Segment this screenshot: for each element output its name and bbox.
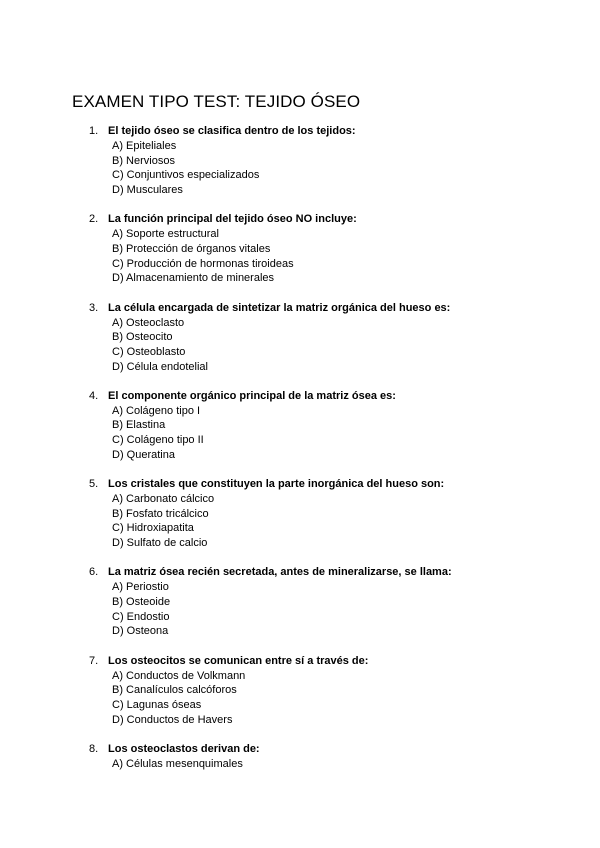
answer-option: A) Periostio: [112, 581, 169, 594]
question-number: 6.: [89, 566, 99, 579]
answer-option: C) Endostio: [112, 610, 170, 623]
answer-options: [0, 757, 600, 772]
page-title: EXAMEN TIPO TEST: TEJIDO ÓSEO: [72, 92, 361, 111]
question-block: [0, 565, 600, 639]
answer-option: A) Células mesenquimales: [112, 757, 243, 770]
question-number: 7.: [89, 654, 99, 667]
question-block: [0, 477, 600, 551]
answer-option: C) Conjuntivos especializados: [112, 169, 260, 182]
answer-option: B) Fosfato tricálcico: [112, 507, 209, 520]
answer-option: A) Osteoclasto: [112, 316, 185, 329]
question-list: [0, 124, 600, 786]
answer-option: B) Osteocito: [112, 331, 173, 344]
question-number: 8.: [89, 742, 99, 755]
answer-option: D) Conductos de Havers: [112, 713, 233, 726]
answer-option: D) Queratina: [112, 448, 175, 461]
question-line: [0, 654, 600, 669]
answer-option: A) Carbonato cálcico: [112, 493, 215, 505]
answer-option: B) Canalículos calcóforos: [112, 684, 237, 697]
answer-option: D) Musculares: [112, 184, 183, 197]
question-text: El componente orgánico principal de la matriz ósea es:: [108, 389, 396, 402]
question-block: [0, 212, 600, 286]
question-text: La célula encargada de sintetizar la matriz orgánica del hueso es:: [108, 301, 451, 314]
question-block: [0, 301, 600, 375]
answer-option: C) Osteoblasto: [112, 345, 186, 358]
answer-options: [0, 227, 600, 286]
answer-option: C) Colágeno tipo II: [112, 434, 204, 447]
question-line: [0, 124, 600, 139]
answer-options: [0, 492, 600, 551]
question-number: 4.: [89, 389, 99, 402]
question-line: [0, 477, 600, 492]
answer-option: A) Soporte estructural: [112, 228, 219, 241]
question-line: [0, 301, 600, 316]
answer-option: B) Osteoide: [112, 595, 171, 608]
answer-option: C) Hidroxiapatita: [112, 522, 194, 535]
question-block: [0, 389, 600, 463]
answer-options: [0, 139, 600, 198]
answer-option: D) Almacenamiento de minerales: [112, 272, 275, 285]
answer-options: [0, 404, 600, 463]
answer-option: B) Elastina: [112, 419, 166, 432]
question-block: [0, 742, 600, 772]
answer-options: [0, 669, 600, 728]
answer-option: D) Osteona: [112, 625, 169, 638]
question-text: La función principal del tejido óseo NO incluye:: [108, 213, 357, 226]
question-line: [0, 565, 600, 580]
question-line: [0, 212, 600, 227]
answer-option: C) Producción de hormonas tiroideas: [112, 257, 294, 270]
answer-option: A) Epiteliales: [112, 140, 177, 152]
answer-option: D) Célula endotelial: [112, 360, 208, 373]
question-number: 5.: [89, 478, 99, 490]
answer-option: C) Lagunas óseas: [112, 698, 202, 711]
answer-option: A) Conductos de Volkmann: [112, 669, 246, 682]
question-number: 3.: [89, 301, 99, 314]
question-number: 1.: [89, 125, 99, 137]
question-text: El tejido óseo se clasifica dentro de los tejidos:: [108, 125, 356, 137]
question-text: La matriz ósea recién secretada, antes de mineralizarse, se llama:: [108, 566, 452, 579]
answer-option: B) Protección de órganos vitales: [112, 242, 271, 255]
answer-option: A) Colágeno tipo I: [112, 404, 201, 417]
question-line: [0, 389, 600, 404]
question-text: Los cristales que constituyen la parte inorgánica del hueso son:: [108, 478, 445, 490]
question-block: [0, 654, 600, 728]
question-number: 2.: [89, 213, 99, 226]
answer-option: D) Sulfato de calcio: [112, 537, 208, 550]
question-block: [0, 124, 600, 198]
question-text: Los osteoclastos derivan de:: [108, 742, 260, 755]
question-line: [0, 742, 600, 757]
answer-options: [0, 580, 600, 639]
question-text: Los osteocitos se comunican entre sí a través de:: [108, 654, 369, 667]
answer-options: [0, 316, 600, 375]
answer-option: B) Nerviosos: [112, 154, 175, 167]
